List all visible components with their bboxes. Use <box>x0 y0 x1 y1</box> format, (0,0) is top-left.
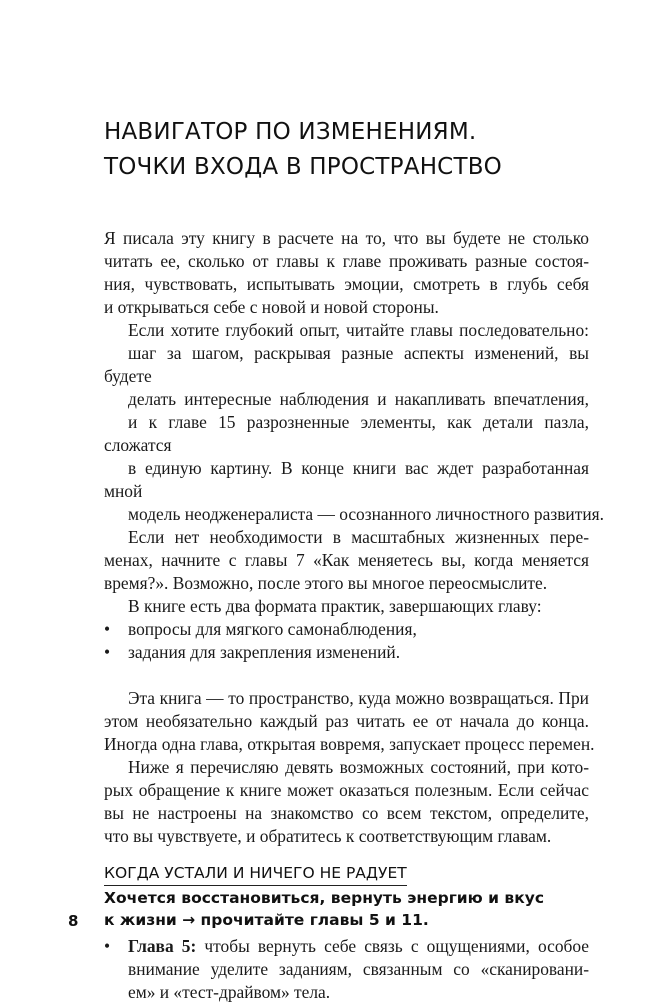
paragraph-intro: Я писала эту книгу в расчете на то, что вы будете не столько читать ее, сколько от главы к главе проживать разные состоя- ния, чувствовать, испытывать эмоции, смотреть в глубь себя и открываться себе с новой и новой стороны. <box>104 228 589 317</box>
paragraph-practices: В книге есть два формата практик, завершающих главу: <box>128 596 542 616</box>
bullet-icon: • <box>104 642 111 662</box>
heading-line-1: НАВИГАТОР ПО ИЗМЕНЕНИЯМ. <box>104 119 477 145</box>
list-item: • задания для закрепления изменений. <box>104 642 401 662</box>
section-subtitle: Хочется восстановиться, вернуть энергию и вкус к жизни → прочитайте главы 5 и 11. <box>104 889 545 929</box>
list-item: • вопросы для мягкого самонаблюдения, <box>104 619 417 639</box>
bullet-icon: • <box>104 619 111 639</box>
chapter-label: Глава 5: <box>128 936 197 956</box>
list-item: • Глава 5: чтобы вернуть себе связь с ощущениями, особое внимание уделите заданиям, связанным со «сканировани- ем» и «тест-драйвом» тела. <box>104 936 589 1002</box>
paragraph-chapter-7: Если нет необходимости в масштабных жизненных пере- менах, начните с главы 7 «Как меняетесь вы, когда меняется время?». Возможно, после этого вы многое переосмыслите. <box>104 527 589 593</box>
section-title: КОГДА УСТАЛИ И НИЧЕГО НЕ РАДУЕТ <box>104 862 407 886</box>
practice-list <box>104 618 589 664</box>
paragraph-return: Эта книга — то пространство, куда можно возвращаться. При этом необязательно каждый раз читать ее от начала до конца. Иногда одна глава, открытая вовремя, запускает процесс перемен. <box>104 688 595 754</box>
section-list <box>104 935 589 1004</box>
chapter-heading <box>104 115 624 185</box>
bullet-icon: • <box>104 936 111 956</box>
page-number: 8 <box>68 912 79 930</box>
paragraph-states: Ниже я перечисляю девять возможных состояний, при кото- рых обращение к книге может оказаться полезным. Если сейчас вы не настроены на знакомство со всем текстом, определите, что вы чувствуете, и обратитесь к соответствующим главам. <box>104 757 589 846</box>
heading-line-2: ТОЧКИ ВХОДА В ПРОСТРАНСТВО <box>104 154 502 180</box>
body-text <box>104 227 604 1004</box>
paragraph-sequential: Если хотите глубокий опыт, читайте главы последовательно: шаг за шагом, раскрывая разные аспекты изменений, вы будете делать интересные наблюдения и накапливать впечатления, и к главе 15 разрозненные элементы, как детали пазла, сложатся в единую картину. В конце книги вас ждет разработанная мной модель неодженералиста — осознанного личностного развития. <box>104 320 604 524</box>
